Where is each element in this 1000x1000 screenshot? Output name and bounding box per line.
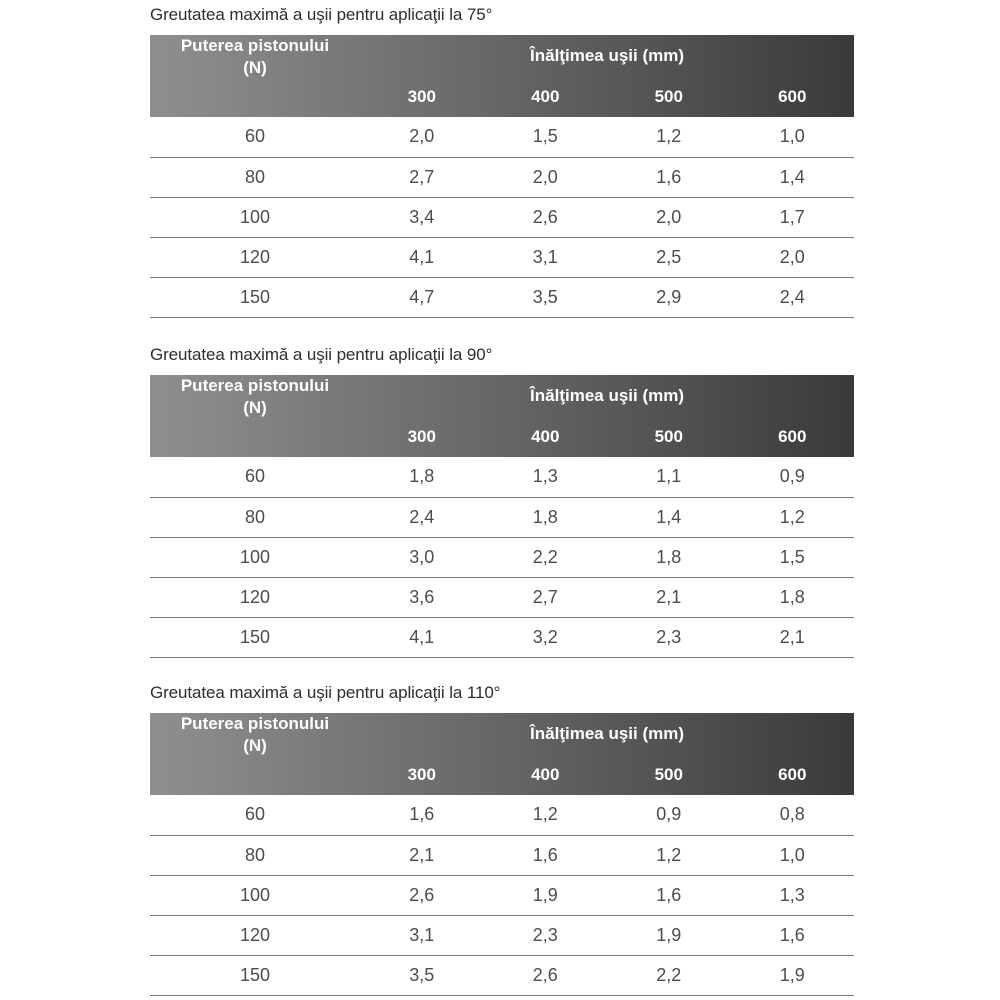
max-weight-cell: 1,8 <box>779 586 805 607</box>
table-row <box>150 457 854 497</box>
piston-force-cell: 120 <box>239 246 271 267</box>
max-weight-cell: 1,2 <box>656 844 682 865</box>
piston-force-cell: 100 <box>239 206 271 227</box>
row-header-piston-force <box>150 713 360 795</box>
max-weight-cell: 1,0 <box>779 844 805 865</box>
max-weight-cell: 1,1 <box>656 466 682 487</box>
max-weight-cell: 1,4 <box>779 166 805 187</box>
column-header-height: 600 <box>778 427 807 446</box>
column-header-height: 500 <box>654 427 683 446</box>
max-weight-cell: 0,9 <box>656 804 682 825</box>
max-weight-cell: 2,4 <box>779 286 805 307</box>
column-header-height: 400 <box>531 87 560 106</box>
column-header-height: 300 <box>407 427 436 446</box>
table-row <box>150 497 854 537</box>
max-weight-cell: 1,5 <box>779 546 805 567</box>
max-weight-cell: 2,3 <box>532 924 558 945</box>
max-weight-cell: 1,6 <box>779 924 805 945</box>
max-weight-cell: 4,1 <box>409 626 435 647</box>
column-group-door-height: Înălţimea uşii (mm) <box>530 724 685 743</box>
column-header-height: 300 <box>407 87 436 106</box>
piston-force-cell: 120 <box>239 586 271 607</box>
table-body <box>150 457 854 657</box>
row-header-piston-force <box>150 35 360 117</box>
max-weight-cell: 1,6 <box>656 166 682 187</box>
max-weight-cell: 2,6 <box>409 884 435 905</box>
max-weight-cell: 1,8 <box>532 506 558 527</box>
row-header-line: (N) <box>243 736 267 755</box>
max-weight-cell: 2,6 <box>532 964 558 985</box>
max-weight-cell: 1,8 <box>656 546 682 567</box>
max-weight-cell: 3,5 <box>532 286 558 307</box>
column-header-height: 600 <box>778 765 807 784</box>
piston-force-cell: 80 <box>244 166 266 187</box>
max-weight-cell: 2,7 <box>532 586 558 607</box>
max-weight-cell: 2,7 <box>409 166 435 187</box>
max-weight-cell: 2,2 <box>656 964 682 985</box>
section-title: Greutatea maximă a uşii pentru aplicaţii la 110° <box>150 683 501 702</box>
piston-force-cell: 60 <box>244 804 266 825</box>
piston-force-cell: 100 <box>239 884 271 905</box>
piston-force-cell: 60 <box>244 126 266 147</box>
max-weight-cell: 1,9 <box>656 924 682 945</box>
max-weight-cell: 2,1 <box>409 844 435 865</box>
row-header-line: Puterea pistonului <box>180 376 330 395</box>
column-header-height: 300 <box>407 765 436 784</box>
max-weight-cell: 3,4 <box>409 206 435 227</box>
column-group-door-height: Înălţimea uşii (mm) <box>530 386 685 405</box>
row-header-piston-force <box>150 375 360 457</box>
max-weight-cell: 2,3 <box>656 626 682 647</box>
piston-force-cell: 120 <box>239 924 271 945</box>
table-row <box>150 875 854 915</box>
piston-force-cell: 60 <box>244 466 266 487</box>
max-weight-cell: 4,1 <box>409 246 435 267</box>
column-header-height: 600 <box>778 87 807 106</box>
max-weight-cell: 4,7 <box>409 286 435 307</box>
table-row <box>150 617 854 657</box>
max-weight-cell: 2,5 <box>656 246 682 267</box>
section-title: Greutatea maximă a uşii pentru aplicaţii la 75° <box>150 5 493 24</box>
max-weight-cell: 3,0 <box>409 546 435 567</box>
max-weight-cell: 1,9 <box>532 884 558 905</box>
max-weight-cell: 1,8 <box>409 466 435 487</box>
max-weight-cell: 3,1 <box>532 246 558 267</box>
max-weight-cell: 0,9 <box>779 466 805 487</box>
table-row <box>150 197 854 237</box>
max-weight-cell: 3,2 <box>532 626 558 647</box>
table-row <box>150 157 854 197</box>
door-weight-table <box>150 713 854 996</box>
table-row <box>150 537 854 577</box>
table-row <box>150 795 854 835</box>
piston-force-cell: 100 <box>239 546 271 567</box>
max-weight-cell: 1,3 <box>779 884 805 905</box>
table-row <box>150 835 854 875</box>
max-weight-cell: 1,2 <box>656 126 682 147</box>
max-weight-cell: 2,0 <box>532 166 558 187</box>
column-header-height: 400 <box>531 427 560 446</box>
max-weight-cell: 1,9 <box>779 964 805 985</box>
max-weight-cell: 1,0 <box>779 126 805 147</box>
max-weight-cell: 1,6 <box>409 804 435 825</box>
row-header-line: (N) <box>243 58 267 77</box>
max-weight-cell: 3,1 <box>409 924 435 945</box>
max-weight-cell: 2,4 <box>409 506 435 527</box>
max-weight-cell: 0,8 <box>779 804 805 825</box>
column-group-door-height: Înălţimea uşii (mm) <box>530 46 685 65</box>
max-weight-cell: 1,2 <box>532 804 558 825</box>
max-weight-cell: 2,0 <box>409 126 435 147</box>
column-header-height: 500 <box>654 87 683 106</box>
max-weight-cell: 2,0 <box>779 246 805 267</box>
max-weight-cell: 2,0 <box>656 206 682 227</box>
max-weight-cell: 1,5 <box>532 126 558 147</box>
max-weight-cell: 1,2 <box>779 506 805 527</box>
row-header-line: (N) <box>243 398 267 417</box>
table-row <box>150 277 854 317</box>
max-weight-cell: 2,1 <box>656 586 682 607</box>
table-header <box>150 713 854 795</box>
row-header-line: Puterea pistonului <box>180 714 330 733</box>
max-weight-cell: 1,6 <box>656 884 682 905</box>
piston-force-cell: 150 <box>239 626 271 647</box>
max-weight-cell: 2,9 <box>656 286 682 307</box>
max-weight-cell: 2,6 <box>532 206 558 227</box>
max-weight-cell: 1,7 <box>779 206 805 227</box>
table-row <box>150 915 854 955</box>
table-row <box>150 577 854 617</box>
table-body <box>150 117 854 317</box>
max-weight-cell: 1,4 <box>656 506 682 527</box>
section-title: Greutatea maximă a uşii pentru aplicaţii la 90° <box>150 345 493 364</box>
piston-force-cell: 80 <box>244 506 266 527</box>
column-header-height: 500 <box>654 765 683 784</box>
table-row <box>150 237 854 277</box>
max-weight-cell: 2,2 <box>532 546 558 567</box>
door-weight-table <box>150 375 854 658</box>
max-weight-cell: 3,6 <box>409 586 435 607</box>
max-weight-cell: 2,1 <box>779 626 805 647</box>
table-body <box>150 795 854 995</box>
row-header-line: Puterea pistonului <box>180 36 330 55</box>
piston-force-cell: 80 <box>244 844 266 865</box>
piston-force-cell: 150 <box>239 286 271 307</box>
table-row <box>150 117 854 157</box>
max-weight-cell: 3,5 <box>409 964 435 985</box>
door-weight-table <box>150 35 854 318</box>
table-header <box>150 35 854 117</box>
piston-force-cell: 150 <box>239 964 271 985</box>
column-header-height: 400 <box>531 765 560 784</box>
max-weight-cell: 1,6 <box>532 844 558 865</box>
max-weight-cell: 1,3 <box>532 466 558 487</box>
table-row <box>150 955 854 995</box>
table-header <box>150 375 854 457</box>
